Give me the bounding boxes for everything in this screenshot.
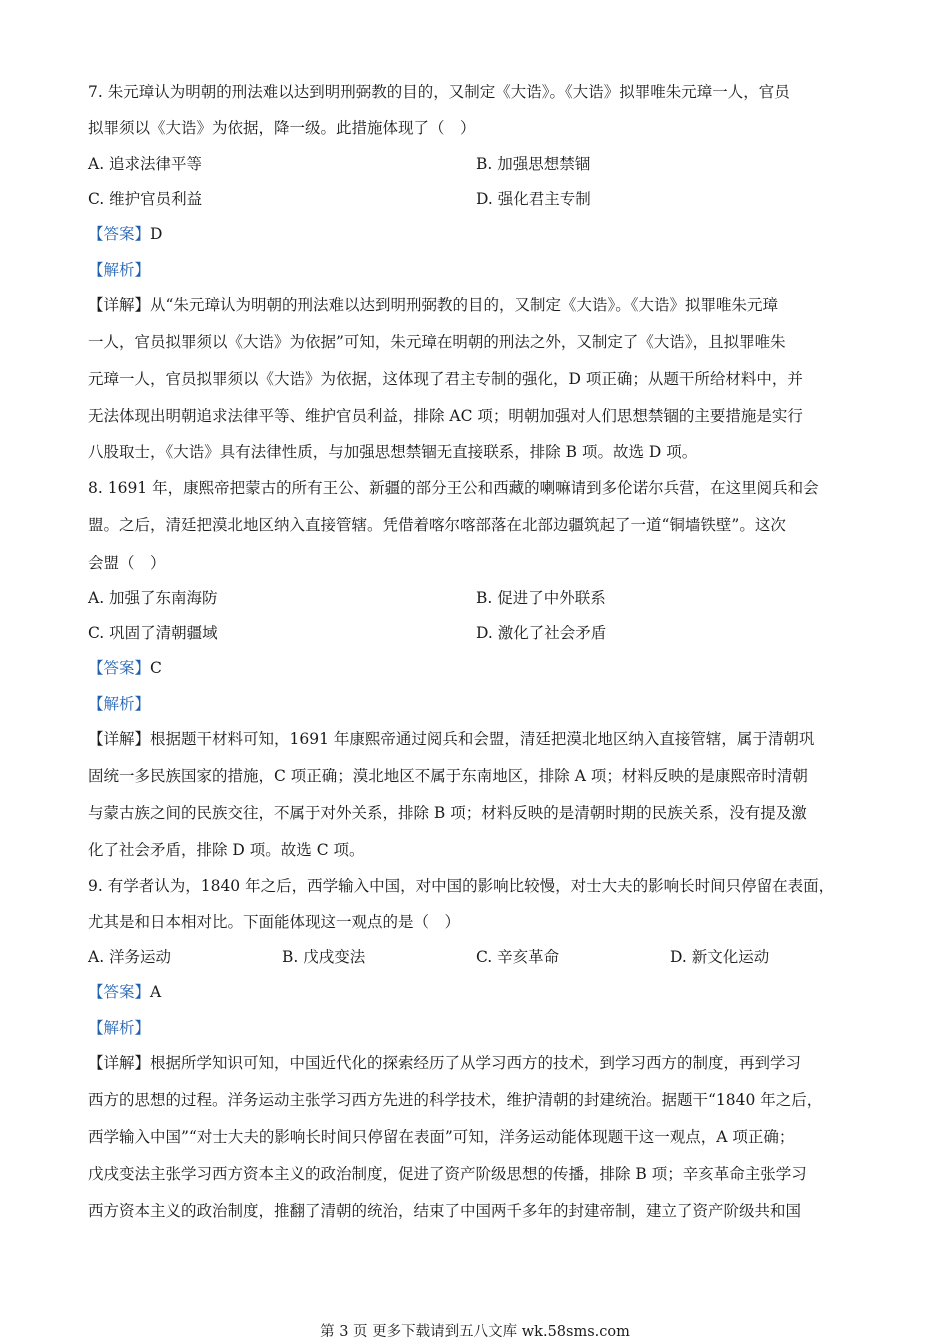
q9-detail-line-5: 西方资本主义的政治制度，推翻了清朝的统治，结束了中国两千多年的封建帝制，建立了资产阶级共和国 — [88, 1202, 802, 1220]
q9-option-a: A. 洋务运动 — [88, 948, 172, 966]
detail-tag: 【详解】 — [88, 296, 151, 314]
q9-detail-line-2: 西方的思想的过程。洋务运动主张学习西方先进的科学技术，维护清朝的封建统治。据题干“1840 年之后， — [88, 1091, 823, 1109]
q7-option-c: C. 维护官员利益 — [88, 190, 203, 208]
q8-detail-line-1 — [88, 727, 868, 751]
q7-detail-line-4: 无法体现出明朝追求法律平等、维护官员利益，排除 AC 项；明朝加强对人们思想禁锢的主要措施是实行 — [88, 407, 803, 425]
q8-option-c: C. 巩固了清朝疆域 — [88, 624, 218, 642]
q7-option-a: A. 追求法律平等 — [88, 155, 203, 173]
page-footer: 第 3 页 更多下载请到五八文库 wk.58sms.com — [320, 1324, 630, 1340]
q7-stem-line-2: 拟罪须以《大诰》为依据，降一级。此措施体现了（ ） — [88, 119, 476, 137]
detail-tag: 【详解】 — [88, 730, 151, 748]
q7-answer — [88, 222, 868, 246]
answer-value: D — [150, 225, 163, 243]
detail-tag: 【详解】 — [88, 1054, 151, 1072]
q9-option-d: D. 新文化运动 — [670, 948, 770, 966]
q8-stem-line-3: 会盟（ ） — [88, 554, 166, 572]
answer-tag: 【答案】 — [88, 659, 151, 677]
q9-stem-line-1: 9. 有学者认为，1840 年之后，西学输入中国，对中国的影响比较慢，对士大夫的影响长时间只停留在表面， — [88, 877, 835, 895]
q8-option-b: B. 促进了中外联系 — [476, 589, 606, 607]
q8-analysis-tag — [88, 692, 868, 716]
answer-tag: 【答案】 — [88, 225, 151, 243]
q8-stem-line-2: 盟。之后，清廷把漠北地区纳入直接管辖。凭借着喀尔喀部落在北部边疆筑起了一道“铜墙铁壁”。这次 — [88, 516, 786, 534]
q7-option-b: B. 加强思想禁锢 — [476, 155, 591, 173]
analysis-tag: 【解析】 — [88, 695, 151, 713]
q8-stem-line-1: 8. 1691 年，康熙帝把蒙古的所有王公、新疆的部分王公和西藏的喇嘛请到多伦诺尔兵营，在这里阅兵和会 — [88, 479, 819, 497]
q9-answer — [88, 980, 868, 1004]
q9-stem-line-2: 尤其是和日本相对比。下面能体现这一观点的是（ ） — [88, 913, 461, 931]
q7-option-d: D. 强化君主专制 — [476, 190, 591, 208]
q9-option-c: C. 辛亥革命 — [476, 948, 560, 966]
q8-option-d: D. 激化了社会矛盾 — [476, 624, 607, 642]
q9-detail-line-4: 戊戌变法主张学习西方资本主义的政治制度，促进了资产阶级思想的传播，排除 B 项；辛亥革命主张学习 — [88, 1165, 807, 1183]
q7-stem-line-1: 7. 朱元璋认为明朝的刑法难以达到明刑弼教的目的，又制定《大诰》。《大诰》拟罪唯朱元璋一人，官员 — [88, 83, 790, 101]
q7-detail-line-2: 一人，官员拟罪须以《大诰》为依据”可知，朱元璋在明朝的刑法之外，又制定了《大诰》，且拟罪唯朱 — [88, 333, 786, 351]
answer-value: A — [150, 983, 162, 1001]
q9-detail-line-1 — [88, 1051, 868, 1075]
detail-text: 根据所学知识可知，中国近代化的探索经历了从学习西方的技术，到学习西方的制度，再到学习 — [150, 1054, 802, 1072]
detail-text: 根据题干材料可知，1691 年康熙帝通过阅兵和会盟，清廷把漠北地区纳入直接管辖，属于清朝巩 — [150, 730, 815, 748]
q8-option-a: A. 加强了东南海防 — [88, 589, 218, 607]
q7-analysis-tag — [88, 258, 868, 282]
detail-text: 从“朱元璋认为明朝的刑法难以达到明刑弼教的目的，又制定《大诰》。《大诰》拟罪唯朱元璋 — [150, 296, 778, 314]
q8-detail-line-2: 固统一多民族国家的措施，C 项正确；漠北地区不属于东南地区，排除 A 项；材料反映的是康熙帝时清朝 — [88, 767, 808, 785]
analysis-tag: 【解析】 — [88, 261, 151, 279]
q9-detail-line-3: 西学输入中国”“对士大夫的影响长时间只停留在表面”可知，洋务运动能体现题干这一观点，A 项正确； — [88, 1128, 795, 1146]
q8-detail-line-3: 与蒙古族之间的民族交往，不属于对外关系，排除 B 项；材料反映的是清朝时期的民族关系，没有提及激 — [88, 804, 807, 822]
analysis-tag: 【解析】 — [88, 1019, 151, 1037]
answer-value: C — [150, 659, 162, 677]
q7-detail-line-5: 八股取士，《大诰》具有法律性质，与加强思想禁锢无直接联系，排除 B 项。故选 D 项。 — [88, 443, 698, 461]
q7-detail-line-1 — [88, 293, 868, 317]
q9-analysis-tag — [88, 1016, 868, 1040]
q8-answer — [88, 656, 868, 680]
answer-tag: 【答案】 — [88, 983, 151, 1001]
q8-detail-line-4: 化了社会矛盾，排除 D 项。故选 C 项。 — [88, 841, 365, 859]
q7-detail-line-3: 元璋一人，官员拟罪须以《大诰》为依据，这体现了君主专制的强化，D 项正确；从题干所给材料中，并 — [88, 370, 803, 388]
q9-option-b: B. 戊戌变法 — [282, 948, 366, 966]
